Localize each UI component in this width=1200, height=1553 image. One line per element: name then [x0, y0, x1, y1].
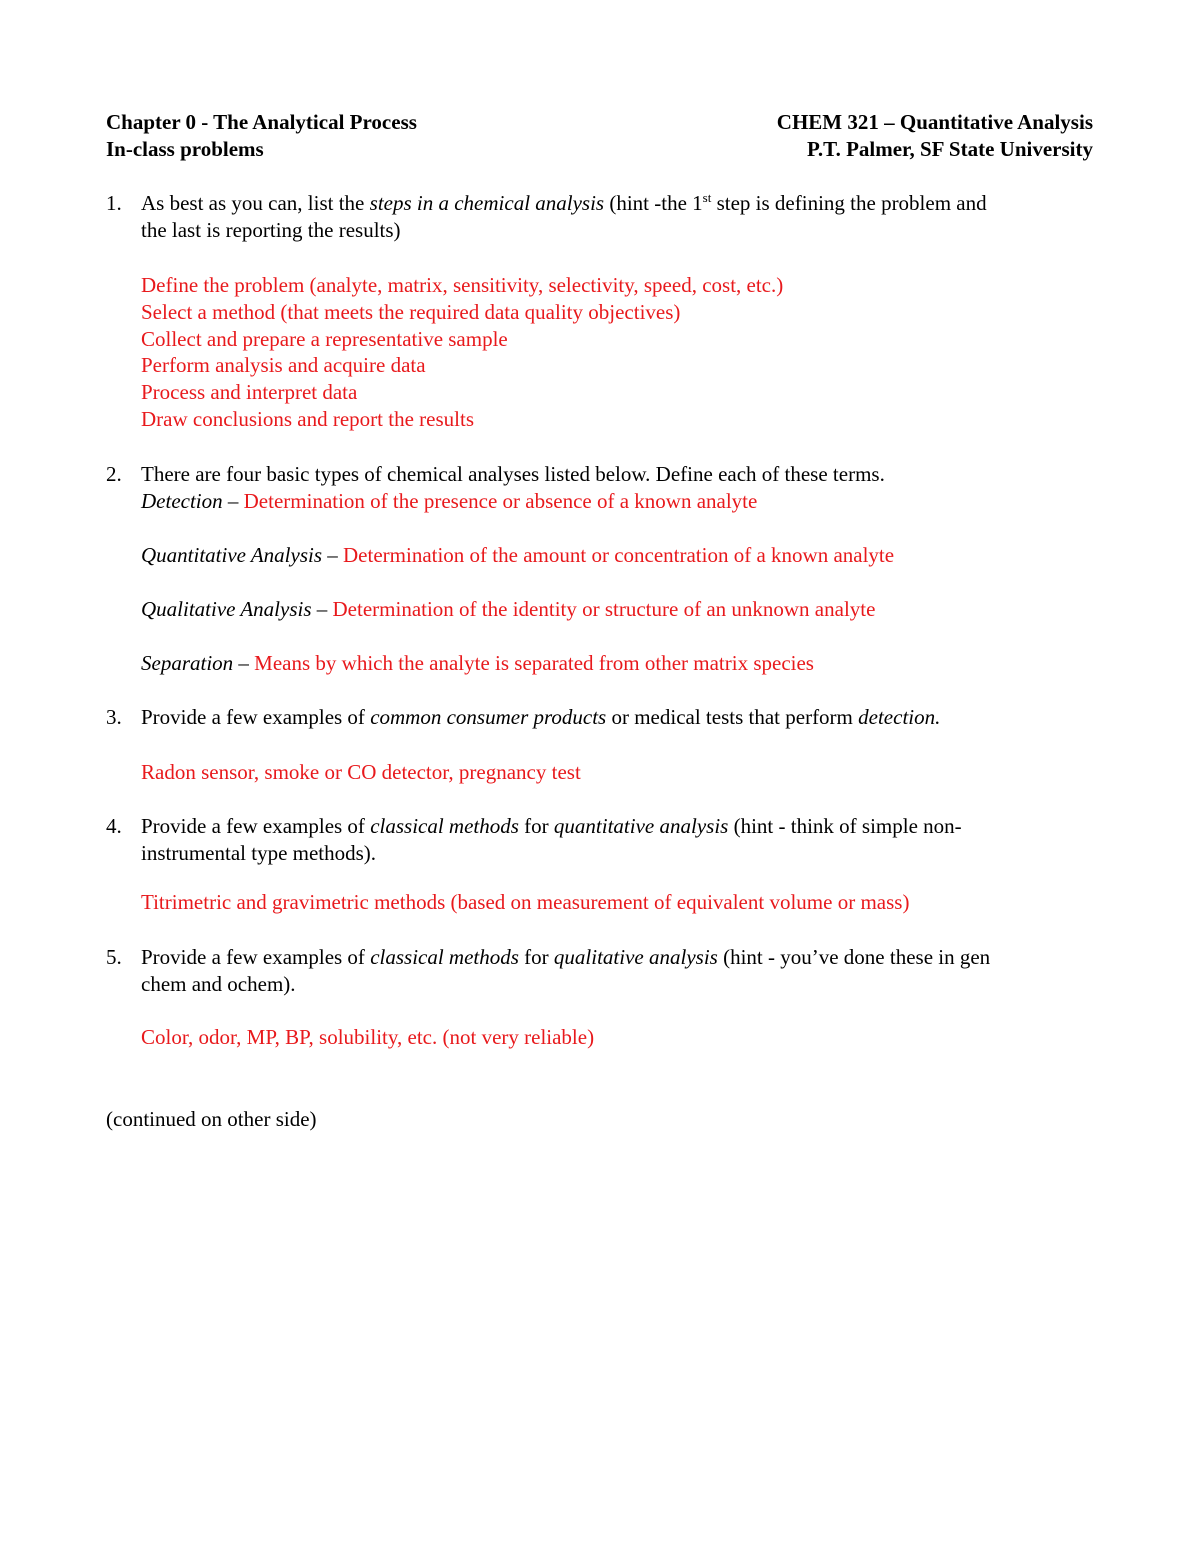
author: P.T. Palmer, SF State University: [806, 137, 1093, 161]
question-5-text: Provide a few examples of classical methods for qualitative analysis (hint - you’ve done these in gen: [141, 945, 991, 969]
answer-line: Radon sensor, smoke or CO detector, pregnancy test: [141, 760, 581, 784]
question-number: 4.: [106, 814, 122, 838]
term-definition: Quantitative Analysis – Determination of the amount or concentration of a known analyte: [141, 543, 895, 567]
question-1-text: As best as you can, list the steps in a chemical analysis (hint -the 1st step is defining the problem and: [141, 190, 987, 215]
question-number: 5.: [106, 945, 122, 969]
course-title: CHEM 321 – Quantitative Analysis: [776, 110, 1093, 134]
answer-line: Define the problem (analyte, matrix, sensitivity, selectivity, speed, cost, etc.): [141, 273, 784, 297]
answer-line: Color, odor, MP, BP, solubility, etc. (not very reliable): [141, 1025, 595, 1049]
term-definition: Separation – Means by which the analyte is separated from other matrix species: [141, 651, 814, 675]
term-definition: Detection – Determination of the presence or absence of a known analyte: [141, 489, 758, 513]
answer-line: Collect and prepare a representative sample: [141, 327, 508, 351]
question-number: 2.: [106, 462, 122, 486]
answer-line: Process and interpret data: [141, 380, 358, 404]
question-number: 1.: [106, 191, 122, 215]
question-5-text-line2: chem and ochem).: [141, 972, 296, 996]
answer-line: Perform analysis and acquire data: [141, 353, 426, 377]
continued-note: (continued on other side): [106, 1107, 317, 1131]
question-1-text-line2: the last is reporting the results): [141, 218, 401, 242]
question-4-text: Provide a few examples of classical methods for quantitative analysis (hint - think of simple non-: [141, 814, 962, 838]
answer-line: Select a method (that meets the required data quality objectives): [141, 300, 681, 324]
chapter-title: Chapter 0 - The Analytical Process: [106, 110, 417, 134]
subtitle: In-class problems: [106, 137, 264, 161]
answer-line: Titrimetric and gravimetric methods (based on measurement of equivalent volume or mass): [141, 890, 910, 914]
question-2-text: There are four basic types of chemical analyses listed below. Define each of these terms.: [141, 462, 885, 486]
answer-line: Draw conclusions and report the results: [141, 407, 474, 431]
question-number: 3.: [106, 705, 122, 729]
question-4-text-line2: instrumental type methods).: [141, 841, 377, 865]
question-3-text: Provide a few examples of common consumer products or medical tests that perform detection.: [141, 705, 941, 729]
term-definition: Qualitative Analysis – Determination of the identity or structure of an unknown analyte: [141, 597, 876, 621]
